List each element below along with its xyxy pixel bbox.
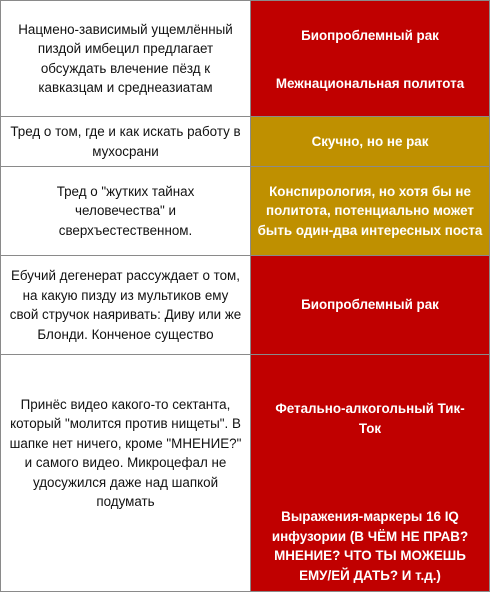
thread-description (0, 167, 251, 255)
verdict-label: Скучно, но не рак (311, 133, 429, 149)
verdict-label: Фетально-алкогольный Тик-Ток (275, 401, 465, 436)
verdict-cell (251, 117, 490, 166)
verdict-label: Конспирология, но хотя бы не политота, потенциально может быть один-два интересных поста (257, 183, 483, 238)
table-row (0, 256, 490, 355)
thread-description-text: Принёс видео какого-то сектанта, который "молится против нищеты". В шапке нет ничего, кроме "МНЕНИЕ?" и самого видео. Микроцефал не удосужился даже над шапкой подумать (9, 396, 242, 509)
verdict-cell (251, 355, 490, 591)
thread-description-text: Тред о "жутких тайнах человечества" и сверхъестественном. (56, 183, 195, 238)
table-row (0, 167, 490, 256)
thread-description (0, 256, 251, 354)
verdict-label: Выражения-маркеры 16 IQ инфузории (В ЧЁМ НЕ ПРАВ? МНЕНИЕ? ЧТО ТЫ МОЖЕШЬ ЕМУ/ЕЙ ДАТЬ? И т.д.) (271, 509, 469, 583)
verdict-label: Межнациональная политота (275, 76, 465, 91)
verdict-cell (251, 256, 490, 354)
verdict-label: Биопроблемный рак (301, 297, 439, 313)
table-row (0, 117, 490, 167)
thread-description-text: Ебучий дегенерат рассуждает о том, на какую пизду из мультиков ему свой стручок наяривать: Диву или же Блонди. Конченое существо (9, 268, 242, 342)
thread-description-text: Тред о том, где и как искать работу в мухосрани (10, 124, 241, 159)
verdict-cell (251, 1, 490, 116)
verdict-cell (251, 167, 490, 255)
table-row (0, 0, 490, 117)
thread-description (0, 117, 251, 166)
thread-description (0, 1, 251, 116)
verdict-label: Биопроблемный рак (301, 27, 439, 43)
table-row (0, 355, 490, 592)
thread-description (0, 355, 251, 591)
thread-description-text: Нацмено-зависимый ущемлённый пиздой имбецил предлагает обсуждать влечение пёзд к кавказцам и среднеазиатам (18, 21, 233, 95)
